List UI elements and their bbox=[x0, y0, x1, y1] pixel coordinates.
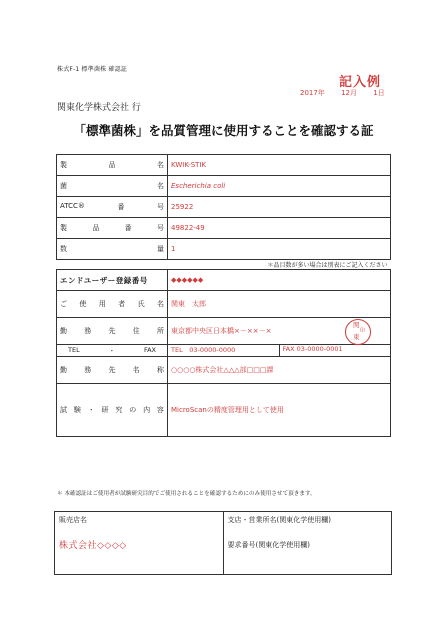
certificate-table bbox=[56, 154, 391, 437]
personal-seal-stamp: 関 印 東 bbox=[345, 319, 371, 345]
row-product-number bbox=[57, 218, 391, 239]
row-strain-name bbox=[57, 176, 391, 197]
row-end-user-number bbox=[57, 270, 391, 291]
usage-footnote: ＊ 本確認証はご使用者が試験研究目的でご使用されることを確認するためにのみ使用させて頂きます。 bbox=[57, 491, 316, 497]
row-product-name bbox=[57, 155, 391, 176]
distributor-table bbox=[54, 511, 392, 575]
quantity-label: 数 量 bbox=[60, 245, 164, 253]
user-name-label: ご 使 用 者 氏 名 bbox=[60, 300, 164, 308]
tel-fax-label: TEL ・ FAX bbox=[68, 346, 156, 355]
row-atcc-number bbox=[57, 197, 391, 218]
fax-field[interactable]: FAX 03-0000-0001 bbox=[282, 345, 343, 353]
product-name-label: 製 品 名 bbox=[60, 161, 164, 169]
request-number-label: 要求番号(関東化学使用欄) bbox=[227, 541, 310, 549]
row-purpose bbox=[57, 384, 391, 437]
strain-name-label: 菌 名 bbox=[60, 182, 164, 190]
work-name-field[interactable]: ○○○○株式会社△△△部□□□課 bbox=[168, 357, 391, 384]
tel-field[interactable]: TEL 03-0000-0000 bbox=[168, 345, 280, 356]
product-number-field[interactable]: 49822-49 bbox=[168, 218, 391, 239]
work-name-label: 勤 務 先 名 称 bbox=[60, 366, 164, 374]
work-address-label: 勤 務 先 住 所 bbox=[60, 327, 164, 335]
purpose-field[interactable]: MicroScanの精度管理用として使用 bbox=[168, 384, 391, 437]
shop-label: 販売店名 bbox=[59, 516, 87, 524]
row-quantity bbox=[57, 239, 391, 260]
date-month: 12月 bbox=[341, 89, 357, 97]
product-number-label: 製 品 番 号 bbox=[60, 224, 164, 232]
row-tel-fax bbox=[57, 345, 391, 357]
document-title: 「標準菌株」を品質管理に使用することを確認する証 bbox=[73, 123, 374, 138]
user-name-field[interactable]: 関東 太郎 bbox=[168, 291, 391, 318]
branch-label: 支店・営業所名(関東化学使用欄) bbox=[227, 516, 331, 524]
row-work-address bbox=[57, 318, 391, 345]
quantity-field[interactable]: 1 bbox=[168, 239, 391, 260]
form-id: 株式F-1 標準菌株 確認証 bbox=[57, 66, 128, 73]
issue-date bbox=[300, 88, 385, 98]
atcc-number-field[interactable]: 25922 bbox=[168, 197, 391, 218]
multiple-items-note: ＊品目数が多い場合は別表にご記入ください bbox=[57, 260, 391, 270]
shop-cell bbox=[55, 512, 224, 575]
strain-name-field[interactable]: Escherichia coli bbox=[168, 176, 391, 197]
row-work-name bbox=[57, 357, 391, 384]
branch-cell bbox=[223, 512, 392, 575]
sample-mark: 記入例 bbox=[339, 75, 382, 90]
row-user-name bbox=[57, 291, 391, 318]
end-user-number-label: エンドユーザー登録番号 bbox=[60, 275, 148, 285]
atcc-number-label: ATCC® 番 号 bbox=[60, 202, 164, 211]
shop-name-field[interactable]: 株式会社◇◇◇◇ bbox=[59, 541, 127, 551]
date-day: 1日 bbox=[373, 89, 385, 97]
date-year: 2017年 bbox=[300, 89, 325, 97]
work-address-field[interactable]: 東京都中央区日本橋×－××－× bbox=[168, 318, 391, 345]
product-name-field[interactable]: KWIK-STIK bbox=[168, 155, 391, 176]
row-note bbox=[57, 260, 391, 270]
purpose-label: 試 験 ・ 研 究 の 内 容 bbox=[60, 406, 164, 414]
recipient: 関東化学株式会社 行 bbox=[57, 103, 141, 113]
end-user-number-field[interactable]: ◆◆◆◆◆◆ bbox=[168, 270, 391, 291]
